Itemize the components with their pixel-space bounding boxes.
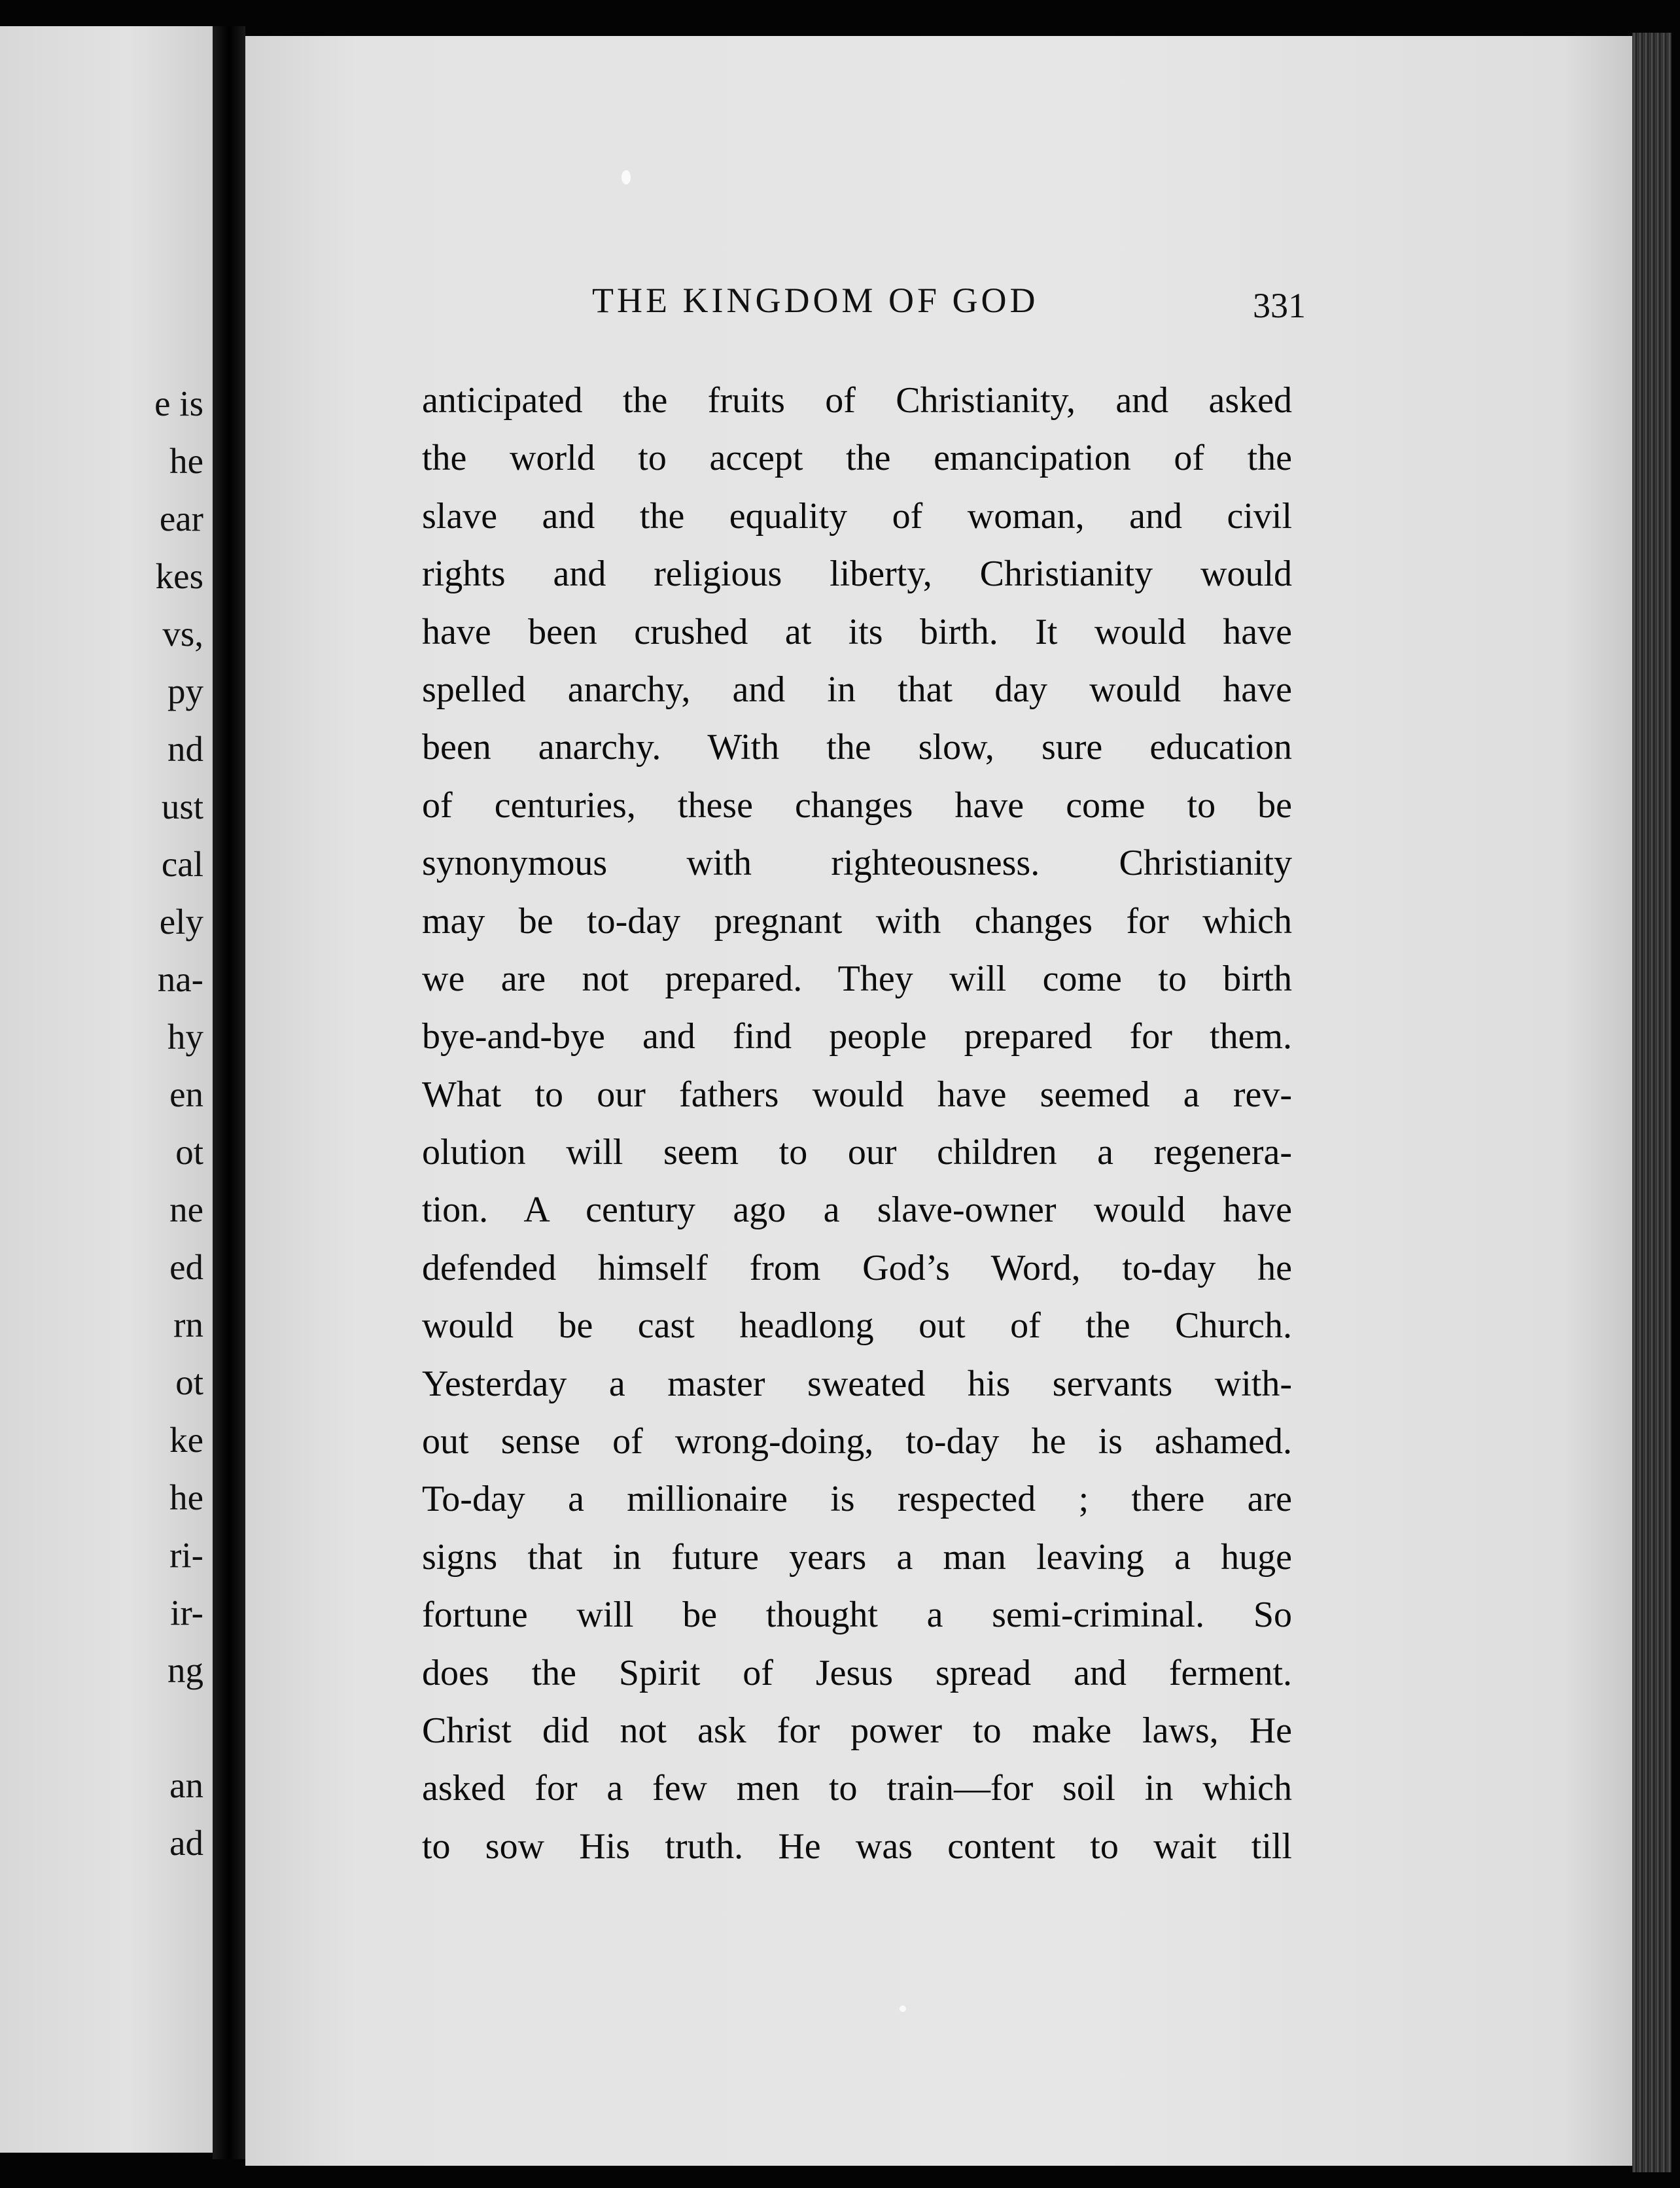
left-fragment-line: na- <box>157 959 203 999</box>
left-fragment-line: he <box>169 1477 203 1517</box>
text-line: What to our fathers would have seemed a rev- <box>422 1074 1292 1115</box>
text-line: of centuries, these changes have come to be <box>422 785 1292 826</box>
text-line: olution will seem to our children a regenera- <box>422 1132 1292 1173</box>
left-fragment-line: en <box>169 1074 203 1114</box>
left-fragment-line: cal <box>161 844 203 884</box>
text-line: to sow His truth. He was content to wait till <box>422 1826 1292 1867</box>
left-fragment-line: kes <box>155 556 203 596</box>
left-fragment-line: e is <box>154 383 203 423</box>
text-line: may be to-day pregnant with changes for which <box>422 900 1292 942</box>
text-line: defended himself from God’s Word, to-day he <box>422 1247 1292 1288</box>
text-line: does the Spirit of Jesus spread and ferment. <box>422 1652 1292 1693</box>
text-line: been anarchy. With the slow, sure education <box>422 727 1292 768</box>
left-fragment-line: ng <box>167 1650 203 1690</box>
left-fragment-line: hy <box>167 1017 203 1057</box>
text-line: fortune will be thought a semi-criminal. So <box>422 1595 1292 1636</box>
text-line: anticipated the fruits of Christianity, and asked <box>422 380 1292 421</box>
text-line: spelled anarchy, and in that day would have <box>422 669 1292 710</box>
text-line: have been crushed at its birth. It would have <box>422 611 1292 652</box>
left-fragment-line: ear <box>159 499 203 538</box>
left-facing-page <box>0 26 213 2153</box>
text-line: slave and the equality of woman, and civil <box>422 495 1292 537</box>
left-fragment-line: nd <box>167 729 203 769</box>
page-edges <box>1632 33 1671 2172</box>
left-fragment-line: ust <box>161 786 203 826</box>
text-line: Yesterday a master sweated his servants with- <box>422 1363 1292 1404</box>
left-fragment-line: vs, <box>162 614 203 654</box>
running-title: THE KINGDOM OF GOD <box>592 281 1039 320</box>
left-fragment-line: rn <box>173 1305 203 1345</box>
text-line: To-day a millionaire is respected ; there are <box>422 1479 1292 1520</box>
left-fragment-line: he <box>169 441 203 481</box>
paper-speck <box>900 2005 906 2012</box>
text-line: synonymous with righteousness. Christianity <box>422 843 1292 884</box>
text-line: bye-and-bye and find people prepared for them. <box>422 1016 1292 1057</box>
left-fragment-line: ke <box>169 1420 203 1460</box>
text-line: the world to accept the emancipation of the <box>422 438 1292 479</box>
text-line: would be cast headlong out of the Church. <box>422 1305 1292 1347</box>
left-fragment-line: an <box>169 1765 203 1805</box>
left-fragment-line: ot <box>175 1132 203 1172</box>
left-fragment-line: ne <box>169 1190 203 1229</box>
body-text <box>422 372 1292 1875</box>
left-fragment-line: ed <box>169 1247 203 1287</box>
text-line: tion. A century ago a slave-owner would have <box>422 1190 1292 1231</box>
text-line: out sense of wrong-doing, to-day he is ashamed. <box>422 1421 1292 1462</box>
left-fragment-line: ot <box>175 1362 203 1402</box>
page-number: 331 <box>1253 286 1306 325</box>
paper-speck <box>621 170 631 185</box>
left-fragment-line: ri- <box>169 1535 203 1575</box>
text-line: Christ did not ask for power to make laws, He <box>422 1710 1292 1751</box>
text-line: we are not prepared. They will come to birth <box>422 958 1292 999</box>
running-head <box>347 280 1306 326</box>
left-fragment-line: py <box>167 671 203 711</box>
text-line: rights and religious liberty, Christianity would <box>422 554 1292 595</box>
book-gutter <box>213 26 245 2159</box>
left-fragment-line: ely <box>159 902 203 942</box>
text-line: asked for a few men to train—for soil in which <box>422 1768 1292 1809</box>
left-fragment-line: ad <box>169 1823 203 1863</box>
text-line: signs that in future years a man leaving a huge <box>422 1536 1292 1578</box>
left-fragment-line: ir- <box>170 1593 203 1632</box>
